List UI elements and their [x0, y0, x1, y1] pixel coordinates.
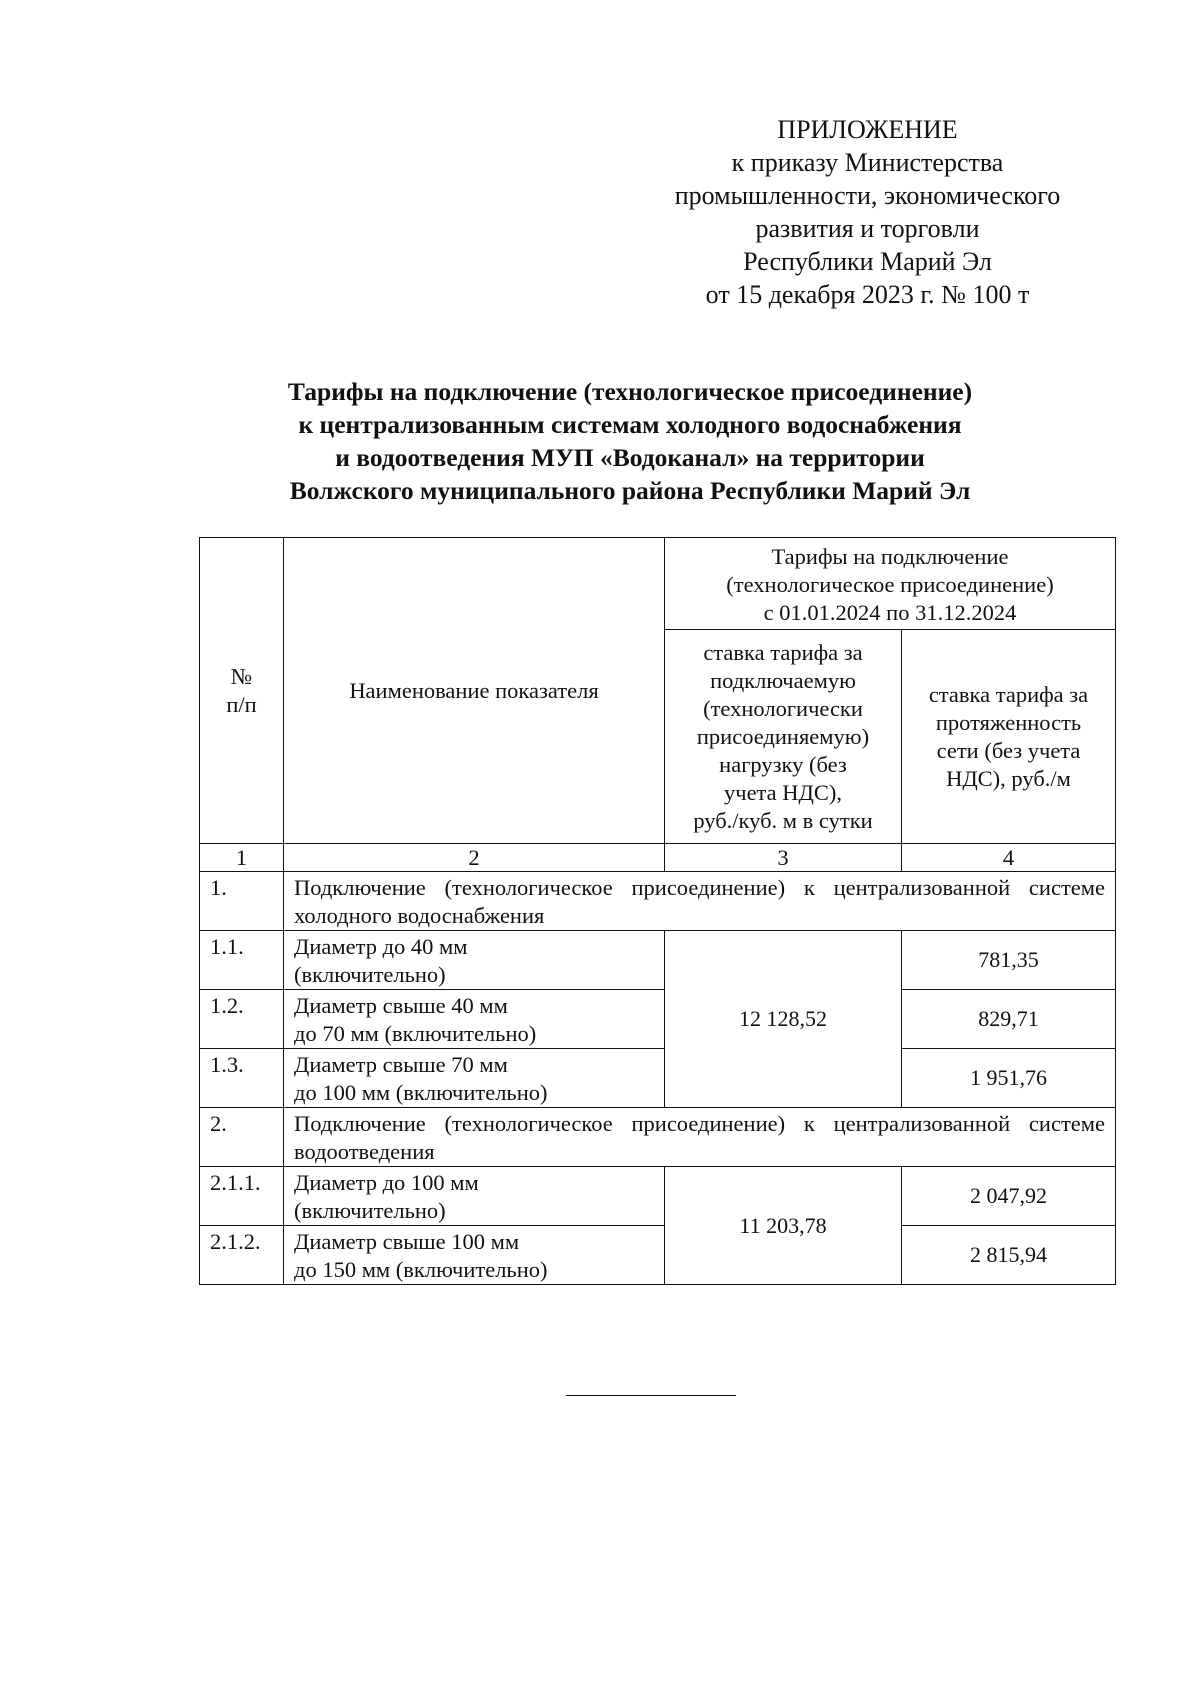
load-rate-value: 11 203,78 — [665, 1167, 902, 1285]
tariffs-table — [199, 537, 1116, 1285]
load-rate-value: 12 128,52 — [665, 931, 902, 1108]
row-number: 2.1.2. — [200, 1226, 284, 1285]
header-num-label: п/п — [226, 691, 257, 717]
annex-line: развития и торговли — [755, 214, 980, 243]
header-load-line: учета НДС), — [724, 779, 842, 805]
header-load-line: подключаемую — [710, 667, 856, 693]
title-line: Волжского муниципального района Республики Марий Эл — [289, 476, 971, 505]
section-row — [200, 872, 1116, 931]
row-name-line: Диаметр до 100 мм — [294, 1170, 479, 1195]
header-period-cell — [665, 538, 1116, 630]
header-row — [200, 538, 1116, 630]
annex-line: промышленности, экономического — [674, 181, 1061, 210]
header-period-line: (технологическое присоединение) — [726, 571, 1054, 597]
row-number: 1.3. — [200, 1049, 284, 1108]
header-length-line: протяженность — [935, 709, 1082, 735]
table-row — [200, 1167, 1116, 1226]
header-load-line: (технологически — [703, 695, 863, 721]
closing-separator-line — [566, 1395, 736, 1396]
annex-header — [600, 113, 1135, 311]
row-name-line: (включительно) — [294, 962, 446, 987]
row-name-line: до 70 мм (включительно) — [294, 1021, 537, 1046]
column-numbers-row — [200, 844, 1116, 872]
annex-line: к приказу Министерства — [731, 148, 1004, 177]
row-name — [284, 990, 665, 1049]
length-rate-value: 2 047,92 — [902, 1167, 1116, 1226]
title-line: Тарифы на подключение (технологическое присоединение) — [287, 377, 973, 406]
column-number: 3 — [665, 844, 902, 872]
header-length-line: сети (без учета — [936, 737, 1081, 763]
header-length-line: НДС), руб./м — [946, 765, 1071, 791]
title-line: к централизованным системам холодного водоснабжения — [298, 410, 962, 439]
column-number: 2 — [284, 844, 665, 872]
section-row — [200, 1108, 1116, 1167]
section-title: Подключение (технологическое присоединение) к централизованной системе холодного водоснабжения — [284, 872, 1116, 931]
annex-line: Республики Марий Эл — [743, 247, 992, 276]
header-load-line: нагрузку (без — [719, 751, 847, 777]
header-period-dates: с 01.01.2024 по 31.12.2024 — [763, 599, 1017, 625]
section-number: 2. — [200, 1108, 284, 1167]
header-name-cell: Наименование показателя — [284, 538, 665, 844]
header-length-rate-cell — [902, 630, 1116, 844]
row-name-line: Диаметр свыше 70 мм — [294, 1052, 508, 1077]
row-name — [284, 1167, 665, 1226]
title-line: и водоотведения МУП «Водоканал» на территории — [335, 443, 925, 472]
row-number: 1.2. — [200, 990, 284, 1049]
header-length-line: ставка тарифа за — [928, 681, 1089, 707]
header-load-line: ставка тарифа за — [703, 639, 863, 665]
length-rate-value: 781,35 — [902, 931, 1116, 990]
row-name — [284, 1049, 665, 1108]
row-name — [284, 1226, 665, 1285]
header-period-line: Тарифы на подключение — [771, 543, 1009, 569]
header-load-rate-cell — [665, 630, 902, 844]
length-rate-value: 1 951,76 — [902, 1049, 1116, 1108]
table-row — [200, 1226, 1116, 1285]
header-load-line: присоединяемую) — [696, 723, 870, 749]
header-num-cell — [200, 538, 284, 844]
row-number: 1.1. — [200, 931, 284, 990]
row-name-line: Диаметр свыше 100 мм — [294, 1229, 520, 1254]
row-name-line: Диаметр свыше 40 мм — [294, 993, 508, 1018]
row-name-line: до 150 мм (включительно) — [294, 1257, 548, 1282]
header-num-sign: № — [230, 663, 253, 689]
section-title: Подключение (технологическое присоединение) к централизованной системе водоотведения — [284, 1108, 1116, 1167]
column-number: 4 — [902, 844, 1116, 872]
document-title — [190, 375, 1070, 507]
row-name-line: до 100 мм (включительно) — [294, 1080, 548, 1105]
length-rate-value: 829,71 — [902, 990, 1116, 1049]
annex-order-date: от 15 декабря 2023 г. № 100 т — [705, 280, 1030, 309]
table-row — [200, 990, 1116, 1049]
section-number: 1. — [200, 872, 284, 931]
header-load-line: руб./куб. м в сутки — [693, 807, 873, 833]
table-row — [200, 1049, 1116, 1108]
table-row — [200, 931, 1116, 990]
row-name — [284, 931, 665, 990]
column-number: 1 — [200, 844, 284, 872]
row-name-line: Диаметр до 40 мм — [294, 934, 468, 959]
annex-title: ПРИЛОЖЕНИЕ — [777, 115, 958, 144]
row-number: 2.1.1. — [200, 1167, 284, 1226]
length-rate-value: 2 815,94 — [902, 1226, 1116, 1285]
row-name-line: (включительно) — [294, 1198, 446, 1223]
